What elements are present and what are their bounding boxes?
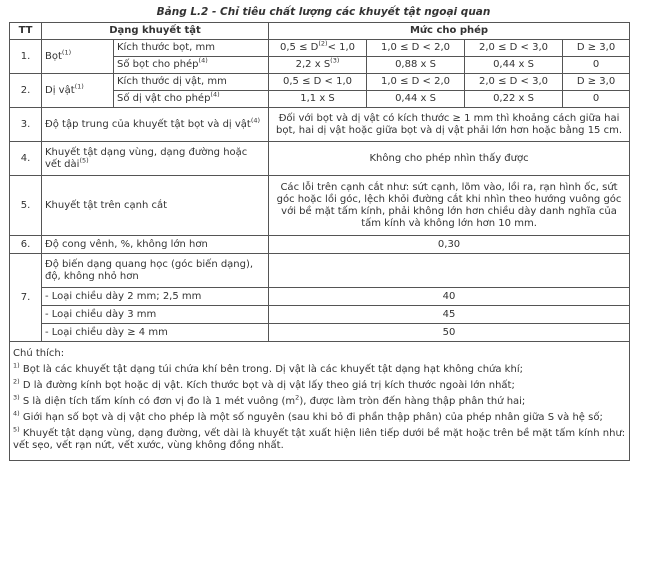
value-cell: 50: [269, 324, 630, 342]
value-cell: 0,44 x S: [367, 91, 465, 108]
header-level: Mức cho phép: [269, 23, 630, 40]
row-number: 7.: [10, 254, 42, 342]
value-cell: 0,88 x S: [367, 57, 465, 74]
value-cell: 1,0 ≤ D < 2,0: [367, 40, 465, 57]
defect-name: Độ biến dạng quang học (góc biến dạng), độ, không nhỏ hơn: [42, 254, 269, 288]
value-cell: 0,44 x S: [465, 57, 563, 74]
table-row: [10, 108, 630, 142]
row-number: 1.: [10, 40, 42, 74]
table-row: [10, 288, 630, 306]
sub-criterion: Số bọt cho phép$^{(4)}$: [114, 57, 269, 74]
note-item: $^{1)}$ Bọt là các khuyết tật dạng túi chứa khí bên trong. Dị vật là các khuyết tật dạng hạt không chứa khí;: [13, 361, 523, 375]
table-row: [10, 142, 630, 176]
note-item: $^{4)}$ Giới hạn số bọt và dị vật cho phép là một số nguyên (sau khi bỏ đi phần thập phân) của phép nhân giữa S và hệ số;: [13, 409, 603, 423]
sub-criterion: Số dị vật cho phép$^{(4)}$: [114, 91, 269, 108]
value-cell: 45: [269, 306, 630, 324]
value-cell: 40: [269, 288, 630, 306]
defect-name: Độ tập trung của khuyết tật bọt và dị vật$^{(4)}$: [42, 108, 269, 142]
sub-criterion: - Loại chiều dày 3 mm: [42, 306, 269, 324]
value-cell: Các lỗi trên cạnh cắt như: sứt cạnh, lõm vào, lồi ra, rạn hình ốc, sứt góc hoặc lồi góc, lệch khỏi đường cắt khi nhìn theo hướng vuông góc với bề mặt tấm kính, phải không lớn hơn chiều dày danh nghĩa của tấm kính và không lớn hơn 10 mm.: [269, 176, 630, 236]
value-cell: 0: [563, 91, 630, 108]
table-row: [10, 254, 630, 288]
defect-name: Khuyết tật dạng vùng, dạng đường hoặc vết dài$^{(5)}$: [42, 142, 269, 176]
header-tt: TT: [10, 23, 42, 40]
row-number: 3.: [10, 108, 42, 142]
note-item: $^{5)}$ Khuyết tật dạng vùng, dạng đường, vết dài là khuyết tật xuất hiện liên tiếp dưới bề mặt hoặc trên bề mặt tấm kính như: vết sẹo, vết rạn nứt, vết xước, vùng không đồng nhất.: [13, 425, 626, 451]
value-cell: [269, 254, 630, 288]
table-row: [10, 324, 630, 342]
header-row: [10, 23, 630, 40]
value-cell: 2,2 x $S^{(3)}$: [269, 57, 367, 74]
value-cell: D ≥ 3,0: [563, 74, 630, 91]
value-cell: 2,0 ≤ D < 3,0: [465, 74, 563, 91]
value-cell: 1,1 x S: [269, 91, 367, 108]
value-cell: Đối với bọt và dị vật có kích thước ≥ 1 mm thì khoảng cách giữa hai bọt, hai dị vật hoặc giữa bọt và dị vật phải lớn hơn hoặc bằng 15 cm.: [269, 108, 630, 142]
defect-name: Dị vật$^{(1)}$: [42, 74, 114, 108]
notes-title: Chú thích:: [13, 348, 65, 359]
defect-name: Độ cong vênh, %, không lớn hơn: [42, 236, 269, 254]
table-row: [10, 74, 630, 91]
row-number: 2.: [10, 74, 42, 108]
table-caption: Bảng L.2 - Chỉ tiêu chất lượng các khuyết tật ngoại quan: [156, 6, 491, 18]
row-number: 5.: [10, 176, 42, 236]
sub-criterion: Kích thước dị vật, mm: [114, 74, 269, 91]
notes-cell: [10, 342, 630, 461]
note-item: $^{3)}$ S là diện tích tấm kính có đơn vị đo là 1 mét vuông $(m^2)$, được làm tròn đến hàng thập phân thứ hai;: [13, 393, 526, 407]
table-row: [10, 176, 630, 236]
defect-name: Khuyết tật trên cạnh cắt: [42, 176, 269, 236]
sub-criterion: - Loại chiều dày ≥ 4 mm: [42, 324, 269, 342]
value-cell: 0: [563, 57, 630, 74]
header-defect: Dạng khuyết tật: [42, 23, 269, 40]
value-cell: D ≥ 3,0: [563, 40, 630, 57]
sub-criterion: - Loại chiều dày 2 mm; 2,5 mm: [42, 288, 269, 306]
defect-name: Bọt$^{(1)}$: [42, 40, 114, 74]
notes-row: [10, 342, 630, 461]
note-item: $^{2)}$ D là đường kính bọt hoặc dị vật. Kích thước bọt và dị vật lấy theo giá trị kích thước ngoài lớn nhất;: [13, 377, 515, 391]
quality-table: [9, 22, 630, 461]
value-cell: Không cho phép nhìn thấy được: [269, 142, 630, 176]
value-cell: 1,0 ≤ D < 2,0: [367, 74, 465, 91]
table-row: [10, 306, 630, 324]
value-cell: 0,30: [269, 236, 630, 254]
row-number: 6.: [10, 236, 42, 254]
value-cell: 2,0 ≤ D < 3,0: [465, 40, 563, 57]
value-cell: 0,22 x S: [465, 91, 563, 108]
row-number: 4.: [10, 142, 42, 176]
table-row: [10, 40, 630, 57]
value-cell: $0,5 \le D^{(2)}< 1,0$: [269, 40, 367, 57]
sub-criterion: Kích thước bọt, mm: [114, 40, 269, 57]
table-row: [10, 236, 630, 254]
value-cell: 0,5 ≤ D < 1,0: [269, 74, 367, 91]
